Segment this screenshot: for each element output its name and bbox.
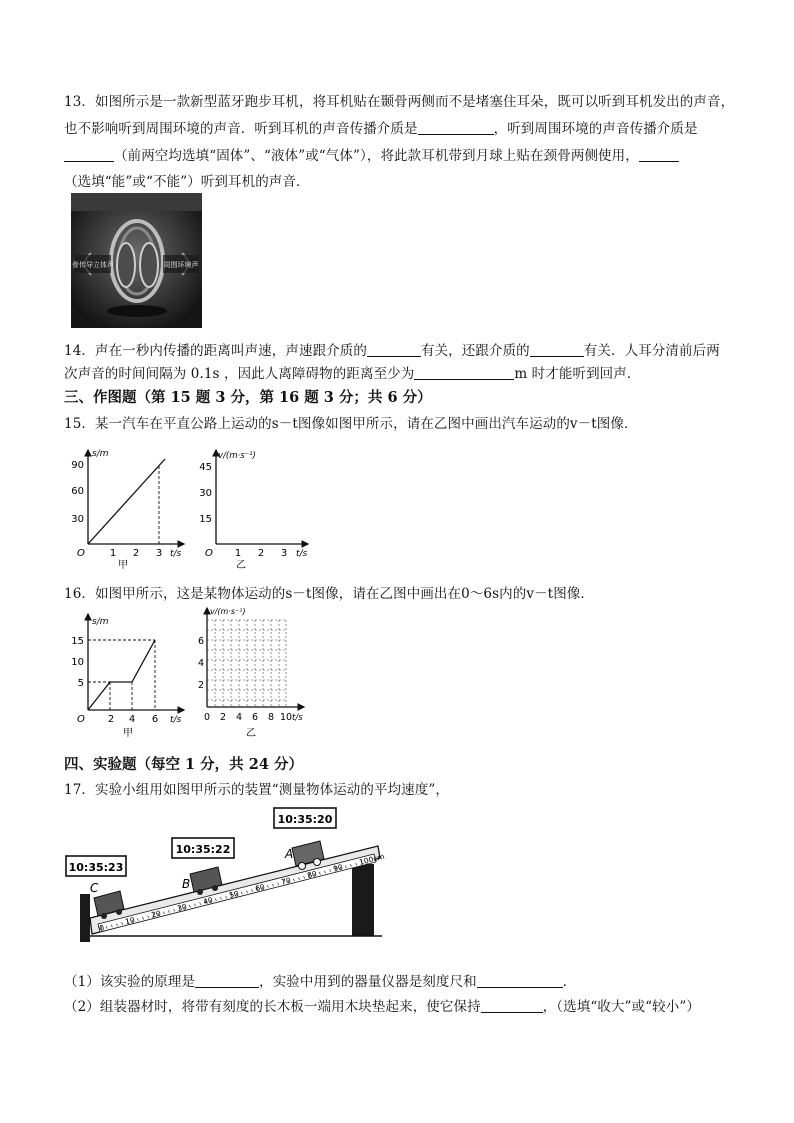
q13-blank3[interactable] — [639, 148, 679, 162]
q15b-xlabel: t/s — [296, 549, 308, 559]
q13-line2: 也不影响听到周围环境的声音．听到耳机的声音传播介质是 ，听到周围环境的声音传播介质是 — [64, 121, 698, 137]
q15a-ytick: 60 — [71, 486, 84, 497]
q15b-origin: O — [205, 548, 213, 559]
ruler-label: 70 — [280, 875, 292, 887]
q17-text: 17．实验小组用如图甲所示的装置“测量物体运动的平均速度”， — [64, 782, 449, 798]
clock-b-time: 10:35:22 — [175, 843, 231, 856]
q15a-xlabel: t/s — [170, 549, 182, 559]
q16b-caption: 乙 — [246, 728, 256, 739]
incline-apparatus — [62, 806, 392, 966]
ruler-label: 0 — [98, 923, 106, 933]
q16b-origin: 0 — [203, 712, 211, 723]
q16a-xtick: 6 — [151, 714, 159, 725]
q15-graph-b — [196, 444, 316, 570]
q15a-line — [88, 459, 165, 544]
q16a-ylabel: s/m — [92, 617, 109, 627]
ruler-label: 30 — [176, 902, 188, 914]
ruler-label: 40 — [202, 895, 214, 907]
q17-sub2: （2）组装器材时，将带有刻度的长木板一端用木块垫起来，使它保持 ，（选填“收大”或“较小”） — [64, 999, 700, 1015]
q13-blank2[interactable] — [64, 148, 114, 162]
point-b-label: B — [182, 877, 191, 891]
q16b-ytick: 6 — [198, 636, 204, 647]
q16-graph-b — [198, 604, 310, 740]
q17-blank2[interactable] — [477, 974, 563, 988]
photo-caption-right: 周围环境声 — [163, 261, 199, 269]
q15b-ytick: 30 — [199, 488, 212, 499]
q15a-caption: 甲 — [118, 560, 128, 570]
q16a-xlabel: t/s — [170, 715, 182, 725]
point-a-label: A — [285, 847, 294, 861]
q15b-xtick: 3 — [280, 548, 288, 559]
q16b-ytick: 4 — [198, 658, 204, 669]
q14-blank1[interactable] — [367, 343, 421, 357]
ruler-label: 20 — [150, 908, 162, 920]
q15a-xtick: 2 — [132, 548, 140, 559]
stop-plate — [80, 894, 90, 942]
q16a-curve — [88, 640, 155, 710]
q17-blank3[interactable] — [481, 999, 543, 1013]
q16-graph-a — [68, 610, 188, 740]
q16b-xtick: 2 — [219, 712, 227, 723]
q15-graph-a — [68, 444, 188, 570]
q16b-xtick: 6 — [251, 712, 259, 723]
q16-text: 16．如图甲所示，这是某物体运动的s－t图像，请在乙图中画出在0～6s内的v－t图像． — [64, 586, 594, 602]
q16b-ylabel: v/(m·s⁻¹) — [210, 607, 246, 616]
q16b-xtick: 4 — [235, 712, 243, 723]
q16a-caption: 甲 — [123, 728, 133, 739]
clock-b — [172, 838, 234, 858]
q15a-xtick: 3 — [155, 548, 163, 559]
q15-text: 15．某一汽车在平直公路上运动的s－t图像如图甲所示，请在乙图中画出汽车运动的v－t图像． — [64, 416, 638, 432]
q16a-xtick: 4 — [128, 714, 136, 725]
q16a-ytick: 15 — [71, 636, 84, 647]
clock-c — [66, 856, 126, 876]
q15b-caption: 乙 — [236, 560, 246, 570]
q16b-ytick: 2 — [198, 680, 204, 691]
clock-a — [274, 808, 336, 828]
q16b-xtick: 8 — [267, 712, 275, 723]
ruler-label: 50 — [228, 888, 240, 900]
q15a-xtick: 1 — [109, 548, 117, 559]
q15b-ytick: 45 — [199, 462, 212, 473]
q16a-ytick: 10 — [71, 657, 84, 668]
q17-sub1: （1）该实验的原理是 ，实验中用到的器量仪器是刻度尺和 ． — [64, 974, 577, 990]
q16a-xtick: 2 — [107, 714, 115, 725]
q15b-ylabel: v/(m·s⁻¹) — [218, 451, 256, 461]
ruler-label: 10 — [124, 915, 136, 927]
earphone-photo — [71, 193, 202, 328]
q15a-ytick: 90 — [71, 460, 84, 471]
q15a-origin: O — [77, 548, 85, 559]
q16a-ytick: 5 — [77, 678, 84, 689]
support-block — [352, 864, 374, 936]
q17-blank1[interactable] — [195, 974, 259, 988]
q15a-ytick: 30 — [71, 514, 84, 525]
q14-line2: 次声音的时间间隔为 0.1s ，因此人离障碍物的距离至少为 m 时才能听到回声． — [64, 366, 641, 382]
point-c-label: C — [90, 881, 99, 895]
q16a-origin: O — [77, 714, 85, 725]
q16b-grid — [207, 620, 286, 707]
q15b-ytick: 15 — [199, 514, 212, 525]
q13-blank1[interactable] — [418, 121, 494, 135]
q14-blank2[interactable] — [530, 343, 584, 357]
ruler-label: 90 — [332, 862, 344, 874]
q13-line4: （选填“能”或“不能”）听到耳机的声音． — [64, 174, 310, 190]
q13-line3: （前两空均选填“固体”、“液体”或“气体”），将此款耳机带到月球上贴在颈骨两侧使用， — [64, 144, 679, 164]
photo-caption-left: 骨传导立体声 — [72, 261, 114, 269]
q14-line1: 14．声在一秒内传播的距离叫声速，声速跟介质的 有关，还跟介质的 有关．人耳分清前后两 — [64, 343, 720, 359]
q14-blank3[interactable] — [414, 366, 514, 380]
q15b-xtick: 2 — [257, 548, 265, 559]
q15a-ylabel: s/m — [92, 449, 109, 459]
section4-title: 四、实验题（每空 1 分，共 24 分） — [64, 756, 303, 773]
ruler-label: 80 — [306, 869, 318, 881]
clock-c-time: 10:35:23 — [68, 861, 124, 874]
q16b-xtick: 10 — [279, 712, 293, 723]
ruler-label: 100cm — [358, 851, 386, 867]
ruler-label: 60 — [254, 882, 266, 894]
section3-title: 三、作图题（第 15 题 3 分，第 16 题 3 分；共 6 分） — [64, 389, 432, 406]
q16b-xlabel: t/s — [292, 713, 303, 723]
clock-a-time: 10:35:20 — [277, 813, 333, 826]
q15b-xtick: 1 — [234, 548, 242, 559]
q13-line1: 13．如图所示是一款新型蓝牙跑步耳机，将耳机贴在颞骨两侧而不是堵塞住耳朵，既可以听到耳机发出的声音， — [64, 94, 735, 110]
